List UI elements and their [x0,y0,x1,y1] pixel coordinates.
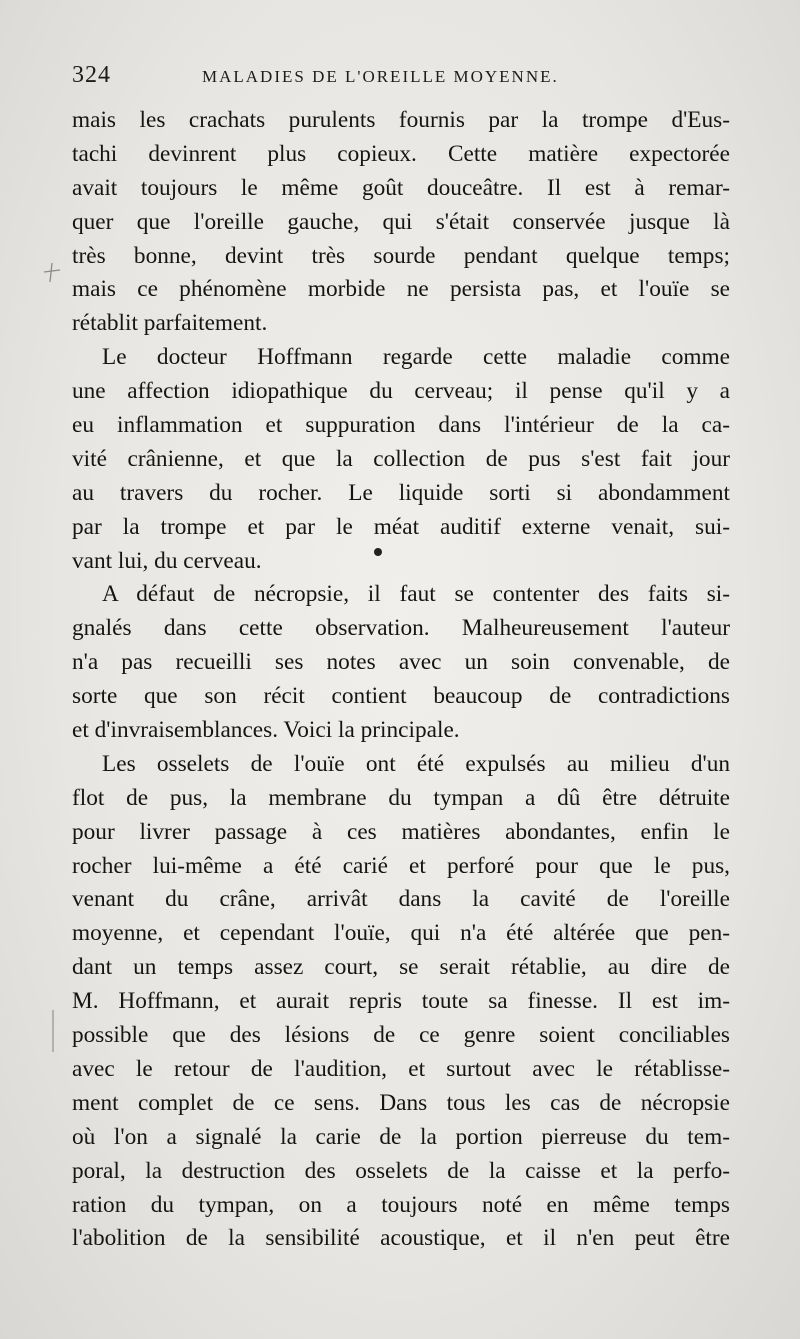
text-line: sorte que son récit contient beaucoup de contradictions [72,683,730,710]
text-line: mais ce phénomène morbide ne persista pas, et l'ouïe se [72,276,730,303]
text-line: eu inflammation et suppuration dans l'intérieur de la ca- [72,412,730,439]
paragraph-end-line: rétablit parfaitement. [72,310,268,337]
text-line: gnalés dans cette observation. Malheureusement l'auteur [72,615,730,642]
text-line: quer que l'oreille gauche, qui s'était conservée jusque là [72,208,730,235]
text-line: où l'on a signalé la carie de la portion pierreuse du tem- [72,1123,730,1150]
text-line: tachi devinrent plus copieux. Cette matière expectorée [72,140,730,167]
text-line: une affection idiopathique du cerveau; il pense qu'il y a [72,378,730,405]
text-line: venant du crâne, arrivât dans la cavité de l'oreille [72,886,730,913]
body-text [72,104,730,1256]
text-line: flot de pus, la membrane du tympan a dû être détruite [72,784,730,811]
text-line: n'a pas recueilli ses notes avec un soin convenable, de [72,649,730,676]
text-line: très bonne, devint très sourde pendant quelque temps; [72,242,730,269]
text-line: ration du tympan, on a toujours noté en même temps [72,1191,730,1218]
text-line: mais les crachats purulents fournis par la trompe d'Eus- [72,107,730,133]
text-line: avec le retour de l'audition, et surtout avec le rétablisse- [72,1055,730,1082]
text-line: dant un temps assez court, se serait rétablie, au dire de [72,954,730,981]
text-line: pour livrer passage à ces matières abondantes, enfin le [72,818,730,845]
text-line: au travers du rocher. Le liquide sorti si abondamment [72,479,730,506]
text-line: moyenne, et cependant l'ouïe, qui n'a été altérée que pen- [72,920,730,947]
text-line: par la trompe et par le méat auditif externe venait, sui- [72,513,730,540]
text-line: l'abolition de la sensibilité acoustique, et il n'en peut être [72,1225,730,1252]
text-line: vité crânienne, et que la collection de pus s'est fait jour [72,445,730,472]
margin-pencil-line [52,1010,54,1052]
text-line: ment complet de ce sens. Dans tous les cas de nécropsie [72,1089,730,1116]
page-number: 324 [72,62,111,88]
text-line: poral, la destruction des osselets de la caisse et la perfo- [72,1157,730,1184]
paragraph-start-line: A défaut de nécropsie, il faut se contenter des faits si- [102,581,730,608]
text-line: avait toujours le même goût douceâtre. Il est à remar- [72,174,730,201]
paragraph-end-line: vant lui, du cerveau. [72,547,262,574]
page-header [72,62,732,92]
text-line: possible que des lésions de ce genre soient conciliables [72,1022,730,1049]
paragraph-start-line: Les osselets de l'ouïe ont été expulsés au milieu d'un [102,750,730,777]
text-line: rocher lui-même a été carié et perforé pour que le pus, [72,852,730,879]
paragraph-start-line: Le docteur Hoffmann regarde cette maladie comme [102,344,730,371]
paragraph-end-line: et d'invraisemblances. Voici la principale. [72,717,460,744]
running-head: MALADIES DE L'OREILLE MOYENNE. [202,67,559,86]
pencil-cross-mark [38,260,64,286]
text-line: M. Hoffmann, et aurait repris toute sa finesse. Il est im- [72,988,730,1015]
